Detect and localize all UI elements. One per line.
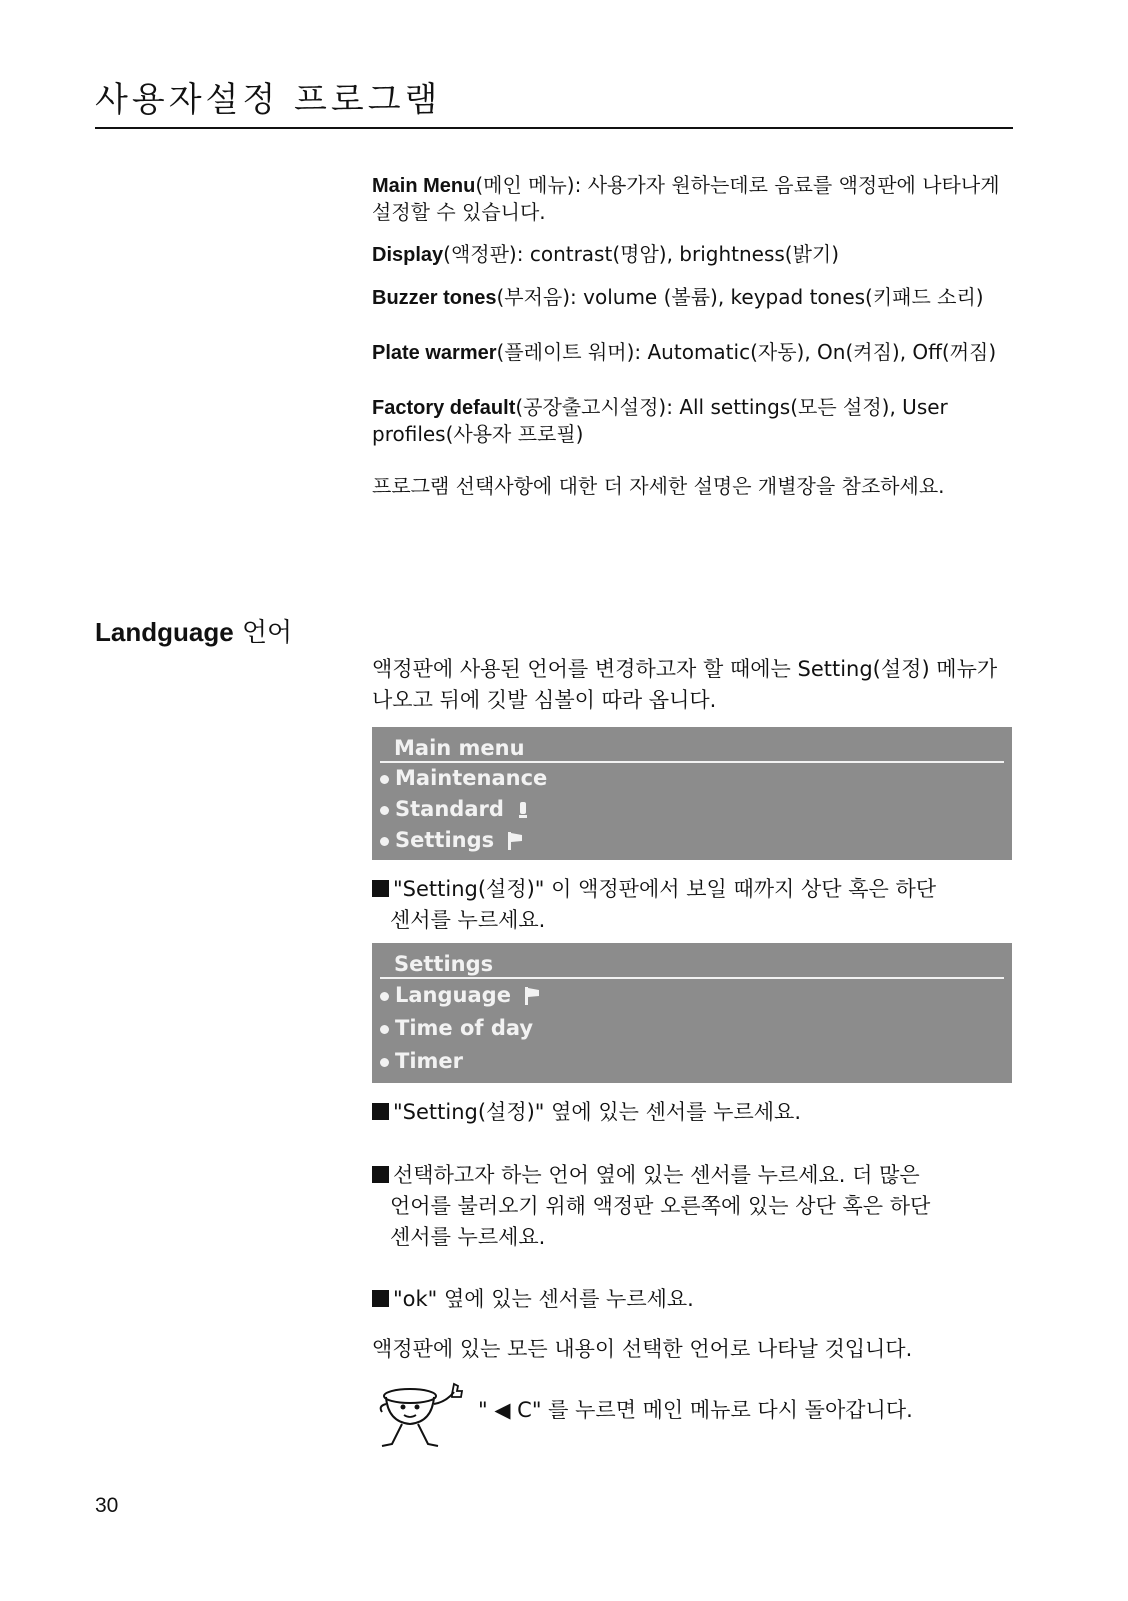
page-number: 30 bbox=[95, 1494, 119, 1517]
display-settings bbox=[372, 943, 1012, 1083]
section-heading bbox=[95, 612, 292, 649]
display-item bbox=[380, 763, 1004, 794]
flag-icon bbox=[507, 831, 523, 851]
display-item-label: Timer bbox=[395, 1049, 464, 1073]
section-intro: 액정판에 사용된 언어를 변경하고자 할 때에는 Setting(설정) 메뉴가 나오고 뒤에 깃발 심볼이 따라 옵니다. bbox=[372, 657, 998, 712]
display-item-label: Language bbox=[395, 983, 511, 1007]
bullet-icon bbox=[380, 806, 389, 815]
flag-icon bbox=[524, 986, 540, 1006]
page-title: 사용자설정 프로그램 bbox=[95, 80, 442, 120]
step-text: 센서를 누르세요. bbox=[390, 1225, 546, 1249]
title-divider bbox=[95, 127, 1013, 129]
step-text: 선택하고자 하는 언어 옆에 있는 센서를 누르세요. 더 많은 bbox=[393, 1163, 920, 1187]
tip-text: " ◀ C" 를 누르면 메인 메뉴로 다시 돌아갑니다. bbox=[478, 1398, 913, 1422]
entry-text: : contrast(명암), brightness(밝기) bbox=[516, 242, 840, 266]
entry-term-ko: (액정판) bbox=[443, 242, 517, 266]
display-item bbox=[380, 1012, 1004, 1045]
entry-main-menu bbox=[372, 172, 1012, 225]
entry-text: : All settings(모든 설정), User profiles(사용자 프로필) bbox=[372, 395, 948, 446]
coffee-cup-mascot-icon bbox=[378, 1380, 474, 1452]
entry-term: Plate warmer bbox=[372, 342, 497, 364]
display-item-label: Standard bbox=[395, 797, 504, 821]
entry-term-ko: (부저음) bbox=[496, 285, 571, 309]
bullet-icon bbox=[380, 1058, 389, 1067]
display-title: Settings bbox=[380, 951, 1004, 979]
entry-text: : Automatic(자동), On(켜짐), Off(꺼짐) bbox=[634, 340, 997, 364]
entry-term-ko: (플레이트 워머) bbox=[496, 340, 635, 364]
bullet-icon bbox=[380, 775, 389, 784]
entry-plate-warmer bbox=[372, 339, 1012, 366]
menu-descriptions bbox=[372, 172, 1012, 499]
step-select-language bbox=[372, 1160, 1012, 1253]
entry-text: : volume (볼륨), keypad tones(키패드 소리) bbox=[570, 285, 984, 309]
display-item bbox=[380, 794, 1004, 825]
step-text: 언어를 불러오기 위해 액정판 오른쪽에 있는 상단 혹은 하단 bbox=[390, 1194, 931, 1218]
entry-term: Buzzer tones bbox=[372, 287, 497, 309]
display-item bbox=[380, 1045, 1004, 1078]
entry-buzzer-tones bbox=[372, 284, 1012, 311]
bullet-square-icon bbox=[372, 1290, 389, 1307]
step-text: 센서를 누르세요. bbox=[390, 908, 546, 932]
display-item bbox=[380, 825, 1004, 856]
bullet-icon bbox=[380, 992, 389, 1001]
reference-note: 프로그램 선택사항에 대한 더 자세한 설명은 개별장을 참조하세요. bbox=[372, 474, 945, 498]
bullet-square-icon bbox=[372, 1166, 389, 1183]
step-text: "ok" 옆에 있는 센서를 누르세요. bbox=[393, 1287, 694, 1311]
entry-factory-default bbox=[372, 394, 1012, 447]
bullet-square-icon bbox=[372, 880, 389, 897]
entry-term: Factory default bbox=[372, 397, 516, 419]
cup-icon bbox=[517, 800, 529, 820]
entry-term: Main Menu bbox=[372, 175, 476, 197]
bullet-square-icon bbox=[372, 1103, 389, 1120]
entry-term-ko: (메인 메뉴) bbox=[475, 173, 575, 197]
section-heading-ko: 언어 bbox=[241, 618, 293, 648]
display-item-label: Maintenance bbox=[395, 766, 548, 790]
entry-term: Display bbox=[372, 244, 444, 266]
step-text: "Setting(설정)" 이 액정판에서 보일 때까지 상단 혹은 하단 bbox=[393, 877, 937, 901]
step-press-ok bbox=[372, 1284, 1012, 1315]
entry-term-ko: (공장출고시설정) bbox=[515, 395, 667, 419]
bullet-icon bbox=[380, 837, 389, 846]
step-press-setting bbox=[372, 1097, 1012, 1128]
display-item-label: Time of day bbox=[395, 1016, 534, 1040]
section-heading-en: Landguage bbox=[95, 617, 234, 647]
display-item-label: Settings bbox=[395, 828, 495, 852]
entry-display bbox=[372, 241, 1012, 268]
display-title: Main menu bbox=[380, 735, 1004, 763]
step-text: "Setting(설정)" 옆에 있는 센서를 누르세요. bbox=[393, 1100, 801, 1124]
step-scroll-to-setting bbox=[372, 874, 1012, 936]
entry-text: : 사용가자 원하는데로 음료를 액정판에 나타나게 설정할 수 있습니다. bbox=[372, 173, 1000, 224]
display-item bbox=[380, 979, 1004, 1012]
bullet-icon bbox=[380, 1025, 389, 1034]
result-text: 액정판에 있는 모든 내용이 선택한 언어로 나타날 것입니다. bbox=[372, 1337, 913, 1361]
display-main-menu bbox=[372, 727, 1012, 860]
